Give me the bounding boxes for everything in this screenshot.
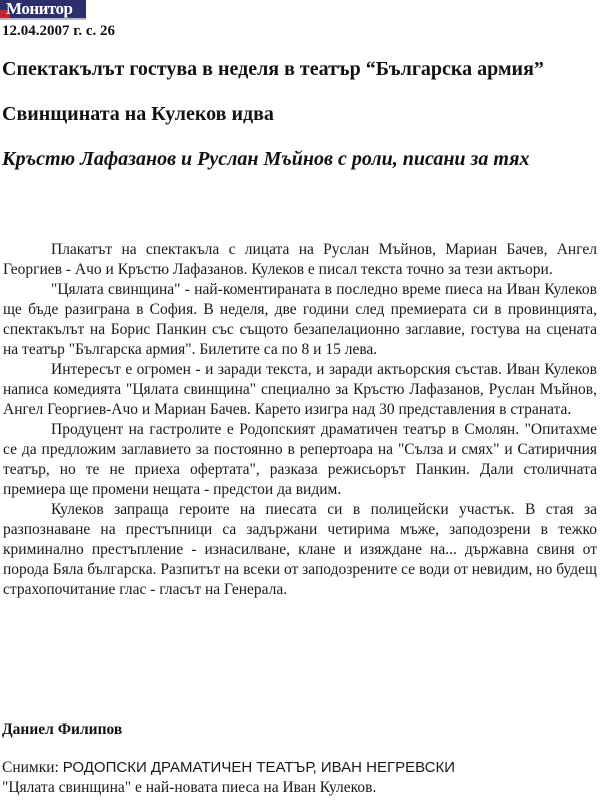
publication-logo	[0, 0, 86, 18]
author-byline: Даниел Филипов	[2, 721, 123, 738]
photo-credit-names: РОДОПСКИ ДРАМАТИЧЕН ТЕАТЪР, ИВАН НЕГРЕВСКИ	[62, 759, 455, 776]
photo-credits	[2, 758, 455, 798]
paragraph: Кулеков запраща героите на пиесата си в полицейски участък. В стая за разпознаване на престъпници са задържани четирима мъже, заподозрени в тежко криминално престъпление - изнасилване, клане и изяждане на... държавна свиня от порода Бяла българска. Разпитът на всеки от заподозрените се води от невидим, но будещ страхопочитание глас - гласът на Генерала.	[3, 501, 597, 598]
article-body	[3, 240, 597, 600]
article-subtitle: Кръстю Лафазанов и Руслан Мъйнов с роли, писани за тях	[2, 148, 530, 170]
photo-credit-label: Снимки:	[2, 759, 59, 776]
paragraph: "Цялата свинщина" - най-коментираната в последно време пиеса на Иван Кулеков ще бъде разиграна в София. В неделя, две години след премиерата си в провинцията, спектакълът на Борис Панкин със същото безапелационно заглавие, гостува на сцената на театър "Българска армия". Билетите са по 8 и 15 лева.	[3, 281, 597, 358]
logo-underline	[0, 18, 86, 20]
logo-text: Монитор	[6, 0, 73, 18]
photo-caption: "Цялата свинщина" е най-новата пиеса на Иван Кулеков.	[2, 779, 377, 796]
article-headline: Спектакълът гостува в неделя в театър “Българска армия”	[2, 58, 544, 80]
paragraph: Плакатът на спектакъла с лицата на Руслан Мъйнов, Мариан Бачев, Ангел Георгиев - Ачо и Кръстю Лафазанов. Кулеков е писал текста точно за тези актьори.	[3, 241, 597, 278]
publication-date-page: 12.04.2007 г. с. 26	[2, 23, 116, 39]
paragraph: Интересът е огромен - и заради текста, и заради актьорския състав. Иван Кулеков написа комедията "Цялата свинщина" специално за Кръстю Лафазанов, Руслан Мъйнов, Ангел Георгиев-Ачо и Мариан Бачев. Карето изигра над 30 представления в страната.	[3, 361, 597, 418]
paragraph: Продуцент на гастролите е Родопският драматичен театър в Смолян. "Опитахме се да предложим заглавието за постоянно в репертоара на "Сълза и смях" и Сатиричния театър, но те не приеха офертата", разказа режисьорът Панкин. Дали столичната премиера ще промени нещата - предстои да видим.	[3, 421, 597, 498]
article-title: Свинщината на Кулеков идва	[2, 103, 274, 125]
photo-credit-line	[2, 758, 455, 778]
